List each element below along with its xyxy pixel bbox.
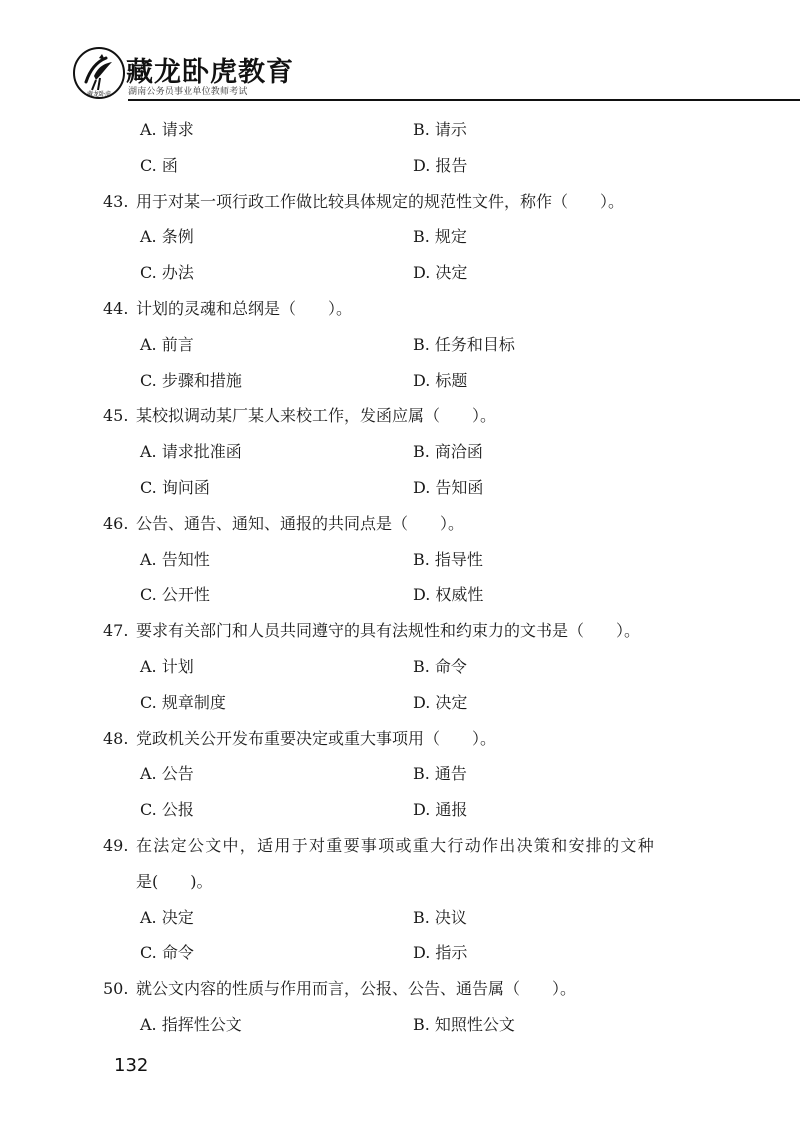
question-stem: 公告、通告、通知、通报的共同点是（ ）。 [136, 513, 465, 533]
question-49 [0, 828, 800, 864]
question-46 [0, 506, 800, 542]
question-44 [0, 291, 800, 327]
option-row [0, 756, 800, 792]
option-row [0, 685, 800, 721]
header-divider [128, 99, 800, 101]
page-header [0, 0, 800, 102]
svg-text:藏龙卧虎: 藏龙卧虎 [86, 91, 112, 98]
option-row [0, 792, 800, 828]
page-number: 132 [114, 1055, 149, 1076]
option: A. 公告 [140, 764, 194, 784]
option: D. 告知函 [413, 477, 484, 497]
option: D. 标题 [413, 370, 468, 390]
option: C. 公开性 [140, 585, 210, 605]
question-number: 46. [103, 513, 129, 533]
question-number: 45. [103, 406, 129, 426]
question-number: 43. [103, 191, 129, 211]
question-stem: 党政机关公开发布重要决定或重大事项用（ ）。 [136, 728, 497, 748]
option-row [0, 900, 800, 936]
option: A. 请求批准函 [140, 442, 242, 462]
question-list [0, 112, 800, 1043]
option: A. 前言 [140, 334, 194, 354]
option: B. 规定 [413, 227, 467, 247]
option-row [0, 327, 800, 363]
option-row [0, 542, 800, 578]
question-number: 47. [103, 621, 129, 641]
brand-title: 藏龙卧虎教育 [126, 57, 294, 88]
question-stem: 计划的灵魂和总纲是（ ）。 [136, 298, 353, 318]
option: D. 权威性 [413, 585, 484, 605]
option: A. 请求 [140, 120, 194, 139]
option: A. 计划 [140, 656, 194, 676]
option: B. 指导性 [413, 549, 483, 569]
option: B. 商洽函 [413, 442, 483, 462]
option-row [0, 255, 800, 291]
option-row [0, 470, 800, 506]
option: D. 决定 [413, 692, 468, 712]
option-row [0, 112, 800, 148]
option: B. 通告 [413, 764, 467, 784]
question-stem: 某校拟调动某厂某人来校工作，发函应属（ ）。 [136, 406, 497, 426]
option: C. 公报 [140, 800, 194, 820]
question-48 [0, 721, 800, 757]
question-stem: 在法定公文中，适用于对重要事项或重大行动作出决策和安排的文种 [136, 835, 656, 855]
option-row [0, 363, 800, 399]
question-stem: 用于对某一项行政工作做比较具体规定的规范性文件，称作（ ）。 [136, 191, 625, 211]
question-number: 48. [103, 728, 129, 748]
option: C. 办法 [140, 263, 194, 283]
option: C. 询问函 [140, 477, 210, 497]
option: A. 告知性 [140, 549, 210, 569]
crane-logo-icon [72, 46, 126, 100]
option-row [0, 219, 800, 255]
option: C. 规章制度 [140, 692, 226, 712]
option-row [0, 1007, 800, 1043]
option: A. 指挥性公文 [140, 1014, 242, 1034]
option: A. 条例 [140, 227, 194, 247]
option-row [0, 649, 800, 685]
option-row [0, 434, 800, 470]
question-number: 50. [103, 979, 129, 999]
option: D. 决定 [413, 263, 468, 283]
option-row [0, 148, 800, 184]
question-45 [0, 398, 800, 434]
option: B. 请示 [413, 120, 467, 139]
question-50 [0, 971, 800, 1007]
option: D. 报告 [413, 155, 468, 175]
option-row [0, 935, 800, 971]
option: C. 命令 [140, 943, 194, 963]
question-number: 49. [103, 835, 129, 855]
option: B. 任务和目标 [413, 334, 515, 354]
option: C. 步骤和措施 [140, 370, 242, 390]
option: A. 决定 [140, 907, 194, 927]
question-43 [0, 184, 800, 220]
question-stem: 要求有关部门和人员共同遵守的具有法规性和约束力的文书是（ ）。 [136, 621, 641, 641]
option: D. 通报 [413, 800, 468, 820]
option: B. 决议 [413, 907, 467, 927]
question-stem: 就公文内容的性质与作用而言，公报、公告、通告属（ ）。 [136, 979, 577, 999]
question-number: 44. [103, 298, 129, 318]
brand-subtitle: 湖南公务员事业单位教师考试 [128, 87, 248, 97]
question-47 [0, 613, 800, 649]
question-stem-continued: 是( )。 [136, 871, 213, 891]
option: D. 指示 [413, 943, 468, 963]
option: B. 知照性公文 [413, 1014, 515, 1034]
option: C. 函 [140, 155, 178, 175]
option: B. 命令 [413, 656, 467, 676]
question-49-continued [0, 864, 800, 900]
option-row [0, 577, 800, 613]
